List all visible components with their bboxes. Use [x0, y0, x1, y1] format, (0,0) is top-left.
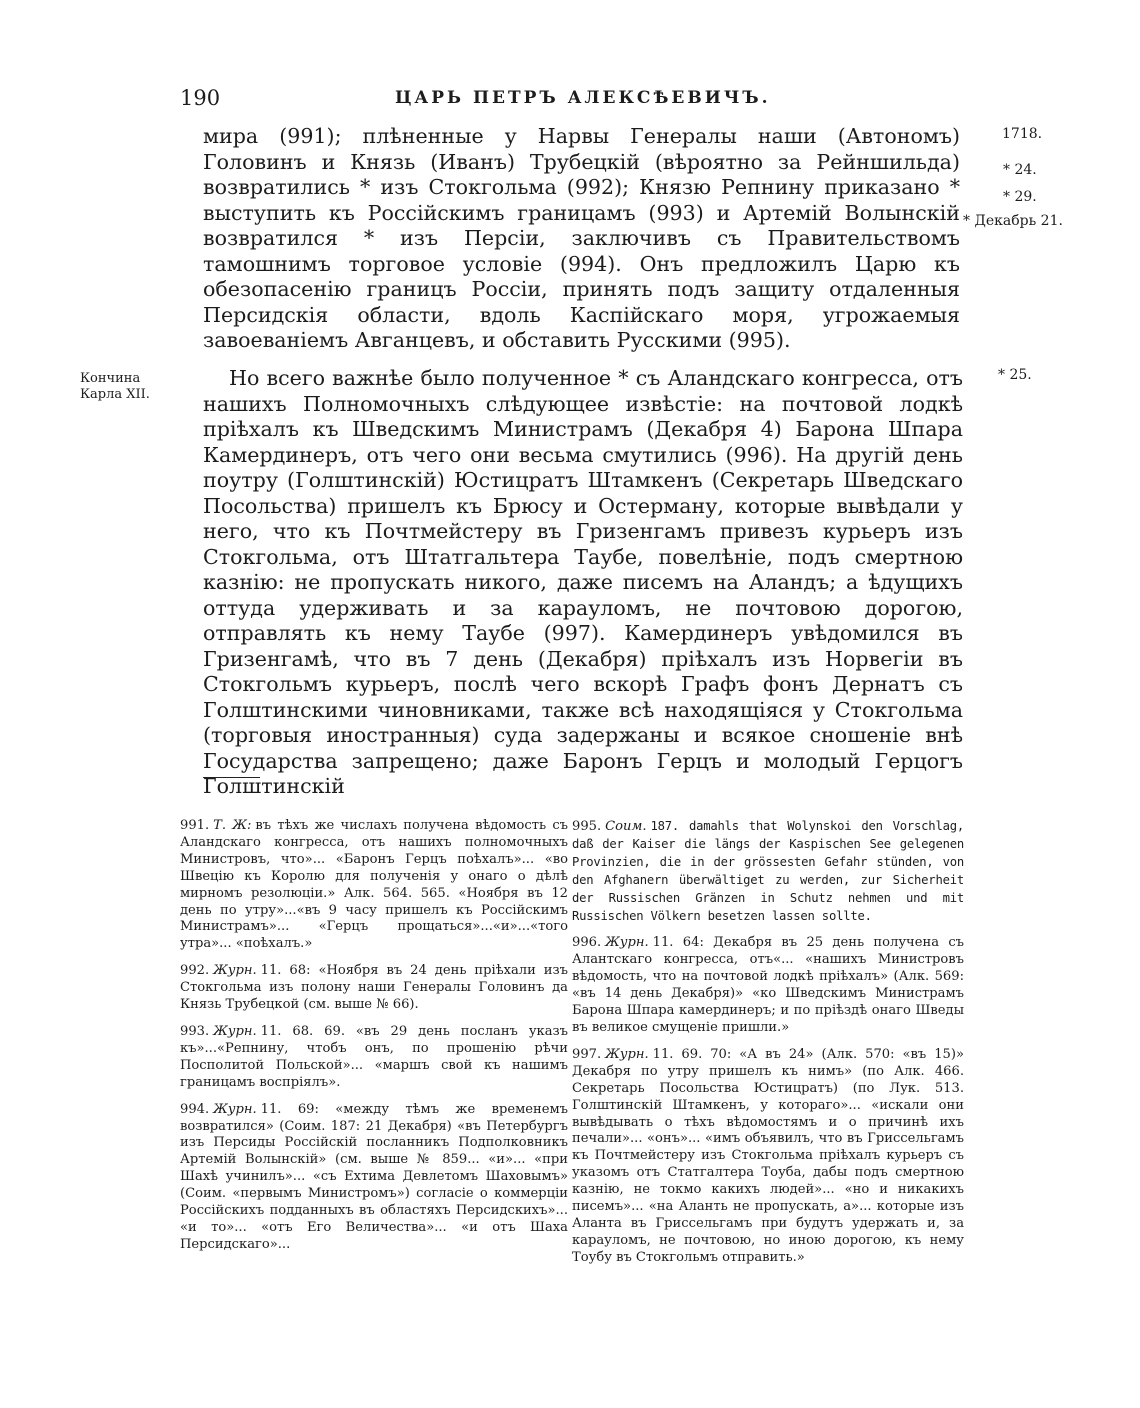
margin-date: * 25.	[998, 367, 1032, 383]
footnote-source: Журн.	[605, 935, 649, 951]
footnote-source: Журн.	[213, 1023, 257, 1039]
footnote-number: 991.	[180, 818, 210, 833]
footnote-text: 11. 68. 69. «въ 29 день посланъ указъ къ»...«Репнину, чтобъ онъ, по прошенію рѣчи Посполитой Польской»... «маршъ свой къ нашимъ границамъ воспріялъ».	[180, 1023, 568, 1090]
footnote-source: Т. Ж:	[213, 818, 252, 833]
footnote-source: Журн.	[213, 963, 257, 979]
footnote-992	[180, 963, 568, 1014]
footnote-source: Журн.	[213, 1101, 257, 1117]
footnote-number: 993.	[180, 1023, 210, 1039]
footnote-number: 996.	[572, 935, 602, 951]
margin-date-year: 1718.	[1002, 126, 1043, 142]
footnote-text: 11. 69: «между тѣмъ же временемъ возвратился» (Соим. 187: 21 Декабря) «въ Петербургъ изъ Персиды Россійскій посланникъ Подполковникъ Артемій Волынскій» (см. выше № 859... «и»... «при Шахѣ учинилъ»... «съ Ехтима Девлетомъ Шаховымъ» (Соим. «первымъ Министромъ») согласіе о коммерціи Россійскихъ подданныхъ въ областяхъ Персидскихъ»... «и то»... «отъ Его Величества»... «и отъ Шаха Персидскаго»...	[180, 1101, 568, 1252]
footnote-number: 992.	[180, 963, 210, 979]
footnote-separator	[203, 777, 260, 778]
footnote-995	[572, 818, 964, 925]
footnote-text: 11. 68: «Ноября въ 24 день пріѣхали изъ Стокгольма изъ полону наши Генералы Головинъ да Князь Трубецкой (см. выше № 66).	[180, 963, 568, 1013]
footnote-text: 11. 69. 70: «А въ 24» (Алк. 570: «въ 15)» Декабря по утру пришелъ къ нимъ» (по Алк. 466. Секретарь Посольства Юстицратъ) (по Лук. 513. Голштинскій Штамкенъ, у котораго»... «искали они вывѣдывать о тѣхъ вѣдомостямъ и о причинѣ ихъ печали»... «онъ»... «имъ объявилъ, что въ Гриссельгамъ къ Почтмейстеру изъ Стокгольма пріѣхалъ курьеръ съ указомъ отъ Статгалтера Тоуба, дабы подъ смертною казнію, не токмо какихъ людей»... «но и никакихъ писемъ»... «на Аланть не пропускать, а»... которые изъ Аланта въ Гриссельгамъ при будутъ удержать и, за карауломъ, не почтовою, но иною дорогою, къ нему Тоубу въ Стокгольмъ отправить.»	[572, 1046, 964, 1265]
body-paragraph-1: мира (991); плѣненные у Нарвы Генералы наши (Автономъ) Головинъ и Князь (Иванъ) Трубецкій (вѣроятно за Рейншильда) возвратились * изъ Стокгольма (992); Князю Репнину приказано * выступить къ Россійскимъ границамъ (993) и Артемій Волынскій возвратился * изъ Персіи, заключивъ съ Правительствомъ тамошнимъ торговое условіе (994). Онъ предложилъ Царю къ обезопасенію границъ Россіи, принять подъ защиту отдаленныя Персидскія области, вдоль Каспійскаго моря, угрожаемыя завоеваніемъ Авганцевъ, и обставить Русскими (995).	[203, 124, 960, 352]
footnote-text-german: 187. damahls that Wolynskoi den Vorschlag, daß der Kaiser die längs der Kaspischen See gelegenen Provinzien, die in der grössesten Gefahr stünden, von den Afghanern überwältiget zu werden, zur Sicherheit der Russischen Gränzen in Schutz nehmen und mit Russischen Völkern besetzen lassen sollte.	[572, 819, 964, 923]
side-note: Кончина Карла XII.	[80, 371, 150, 402]
margin-date: * 29.	[1003, 189, 1037, 205]
margin-date: * Декабрь 21.	[963, 213, 1063, 229]
footnote-number: 994.	[180, 1101, 210, 1117]
footnote-source: Соим.	[605, 819, 647, 834]
footnote-text: 11. 64: Декабря въ 25 день получена съ Алантскаго конгресса, отъ«... «нашихъ Министровъ вѣдомость, что на почтовой лодкѣ пріѣхалъ» (Алк. 569: «въ 14 день Декабря)» «ко Шведскимъ Министрамъ Барона Шпара камердинеръ; и по пріѣздѣ онаго Шведы въ великое смущеніе пришли.»	[572, 935, 964, 1035]
footnotes-left-column	[180, 818, 568, 1264]
footnotes-right-column	[572, 818, 964, 1277]
footnote-number: 997.	[572, 1046, 602, 1062]
margin-date: * 24.	[1003, 162, 1037, 178]
page-number: 190	[180, 86, 221, 110]
footnote-text: въ тѣхъ же числахъ получена вѣдомость съ Аландскаго конгресса, отъ нашихъ полномочныхъ Министровъ, что»... «Баронъ Герцъ поѣхалъ»... «во Швецію къ Королю для полученія у онаго о дѣлѣ мирномъ резолюціи.» Алк. 564. 565. «Ноября въ 12 день по утру»...«въ 9 часу пришелъ къ Россійскимъ Министрамъ»... «Герцъ прощаться»...«и»...«того утра»... «поѣхалъ.»	[180, 818, 568, 952]
footnote-996	[572, 935, 964, 1036]
running-title: ЦАРЬ ПЕТРЪ АЛЕКСѢЕВИЧЪ.	[395, 88, 771, 108]
footnote-991	[180, 818, 568, 953]
footnote-994	[180, 1102, 568, 1254]
body-paragraph-2: Но всего важнѣе было полученное * съ Аландскаго конгресса, отъ нашихъ Полномочныхъ слѣдующее извѣстіе: на почтовой лодкѣ пріѣхалъ къ Шведскимъ Министрамъ (Декабря 4) Барона Шпара Камердинеръ, отъ чего они весьма смутились (996). На другій день поутру (Голштинскій) Юстицратъ Штамкенъ (Секретарь Шведскаго Посольства) пришелъ къ Брюсу и Остерману, которые вывѣдали у него, что къ Почтмейстеру въ Гризенгамъ привезъ курьеръ изъ Стокгольма, отъ Штатгальтера Таубе, повелѣніе, подъ смертною казнію: не пропускать никого, даже писемъ на Аландъ; а ѣдущихъ оттуда удерживать и за карауломъ, не почтовою дорогою, отправлять къ нему Таубе (997). Камердинеръ увѣдомился въ Гризенгамѣ, что въ 7 день (Декабря) пріѣхалъ изъ Норвегіи въ Стокгольмъ курьеръ, послѣ чего вскорѣ Графъ фонъ Дернатъ съ Голштинскими чиновниками, также всѣ находящіяся у Стокгольма (торговыя иностранныя) суда задержаны и всякое сношеніе внѣ Государства запрещено; даже Баронъ Герцъ и молодый Герцогъ Голштинскій	[203, 366, 963, 798]
footnote-source: Журн.	[605, 1046, 649, 1062]
footnote-number: 995.	[572, 819, 602, 834]
footnote-993	[180, 1024, 568, 1092]
footnote-997	[572, 1047, 964, 1267]
